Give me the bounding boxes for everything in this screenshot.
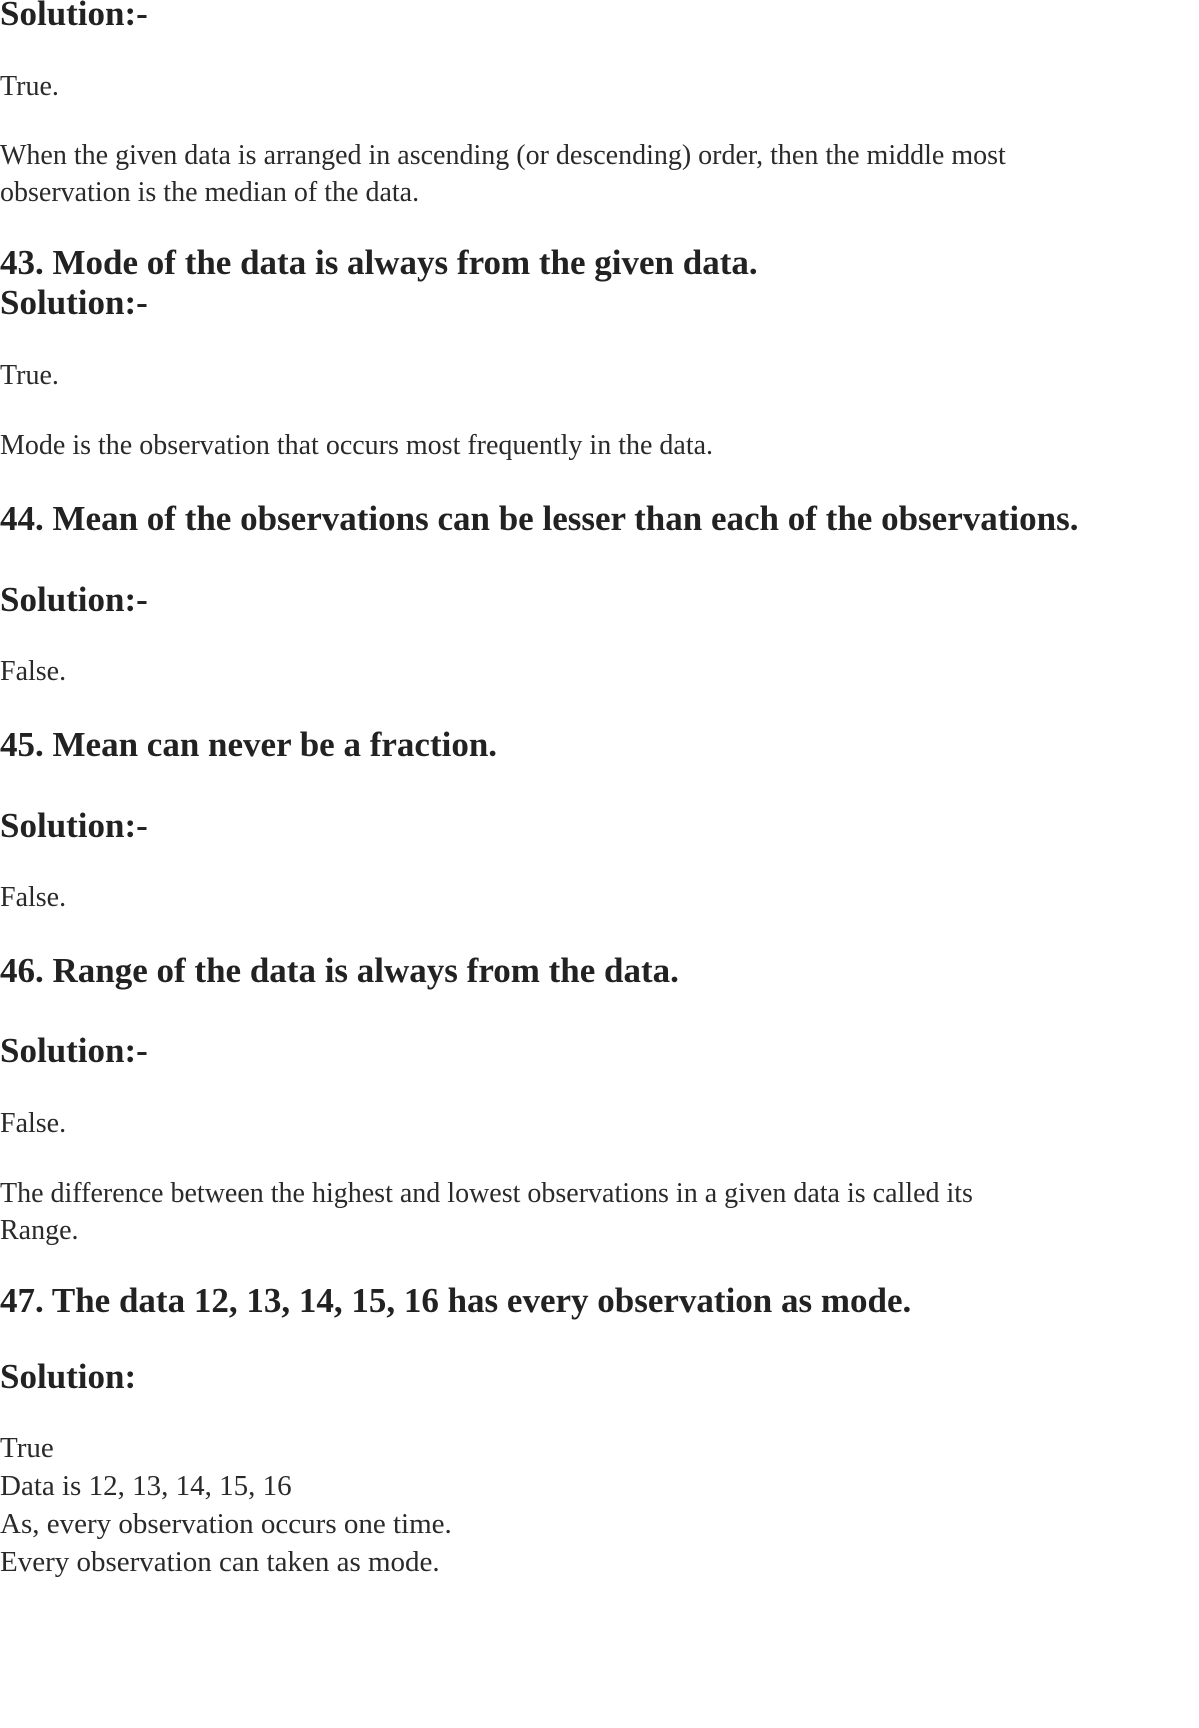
answer-text: False. bbox=[0, 882, 67, 913]
answer-text: True. bbox=[0, 71, 59, 102]
question-heading-44: 44. Mean of the observations can be lesser than each of the observations. bbox=[0, 499, 1079, 538]
explanation-line: True bbox=[0, 1432, 54, 1464]
explanation-paragraph bbox=[0, 1175, 973, 1249]
explanation-paragraph: Mode is the observation that occurs most frequently in the data. bbox=[0, 430, 714, 461]
explanation-line: The difference between the highest and lowest observations in a given data is called its bbox=[0, 1178, 973, 1209]
explanation-line: As, every observation occurs one time. bbox=[0, 1508, 452, 1540]
explanation-paragraph bbox=[0, 1429, 452, 1581]
explanation-line: Range. bbox=[0, 1215, 79, 1246]
explanation-line: observation is the median of the data. bbox=[0, 177, 420, 208]
explanation-paragraph bbox=[0, 137, 1006, 211]
explanation-line: Data is 12, 13, 14, 15, 16 bbox=[0, 1470, 292, 1502]
solution-heading: Solution: bbox=[0, 1357, 137, 1396]
question-heading-47: 47. The data 12, 13, 14, 15, 16 has every observation as mode. bbox=[0, 1281, 912, 1320]
solution-heading: Solution:- bbox=[0, 1031, 148, 1070]
solution-heading: Solution:- bbox=[0, 580, 148, 619]
answer-text: False. bbox=[0, 656, 67, 687]
solution-heading: Solution:- bbox=[0, 806, 148, 845]
answer-text: True. bbox=[0, 360, 59, 391]
explanation-line: When the given data is arranged in ascending (or descending) order, then the middle most bbox=[0, 140, 1006, 171]
answer-text: False. bbox=[0, 1108, 67, 1139]
question-heading-46: 46. Range of the data is always from the data. bbox=[0, 951, 679, 990]
question-heading-43: 43. Mode of the data is always from the given data. bbox=[0, 243, 758, 282]
solution-heading: Solution:- bbox=[0, 0, 148, 33]
explanation-line: Every observation can taken as mode. bbox=[0, 1546, 440, 1578]
question-heading-45: 45. Mean can never be a fraction. bbox=[0, 725, 498, 764]
solution-heading: Solution:- bbox=[0, 283, 148, 322]
